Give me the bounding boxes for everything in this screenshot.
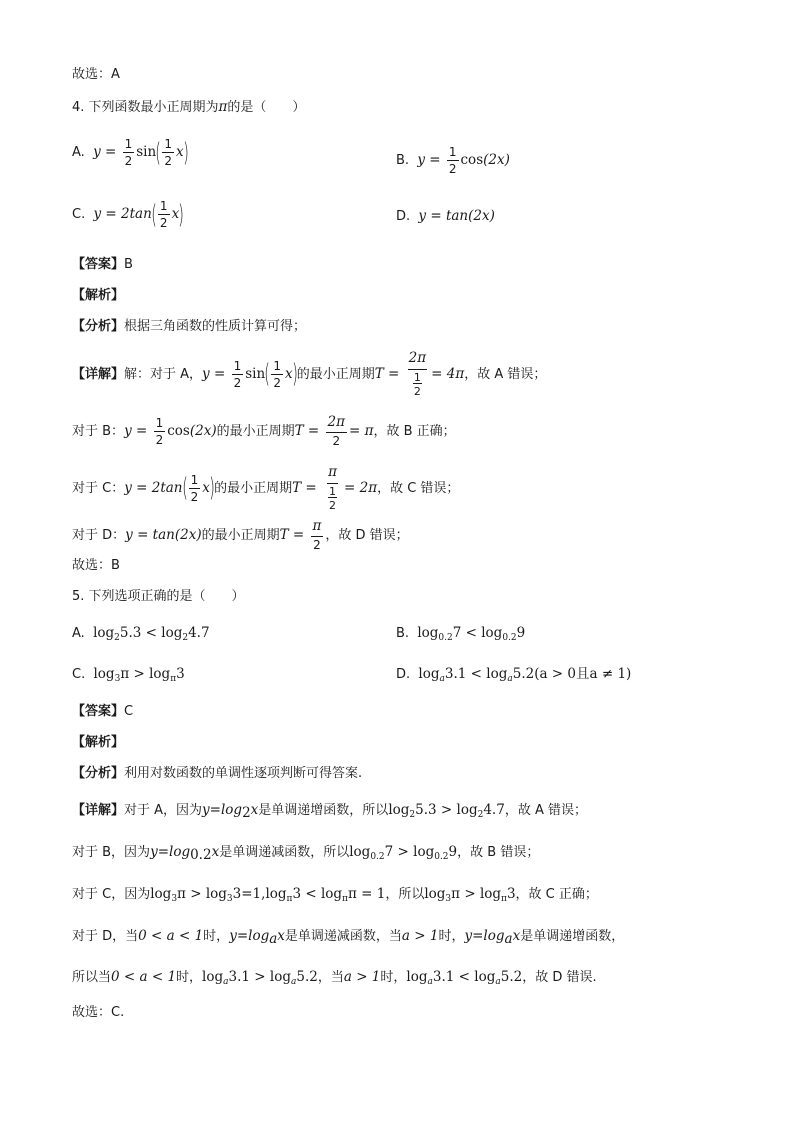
q5-analysis-heading: 【解析】 (72, 735, 125, 750)
fraction: $\frac{2\pi}{\frac{1}{2}}$ (408, 350, 427, 398)
q5-detail-b: 对于 B，因为$y=\log_{0.2}x$是单调递减函数，所以$\log_{0.2}7 > \log_{0.2}9$，故 B 错误； (72, 844, 540, 863)
q4-answer: 【答案】B (72, 257, 133, 272)
q5-fenxi: 【分析】利用对数函数的单调性逐项判断可得答案. (72, 766, 363, 781)
q4-option-c: C. y = 2tan( $\frac{1}{2}$ x) (72, 199, 185, 230)
q5-option-d: D. $\log_a3.1 < \log_a5.2(a > 0$且a ≠ 1) (396, 666, 632, 684)
q4-detail-d: 对于 D：y = tan(2x)的最小正周期T = $\frac{\pi}{2}$ ，故 D 错误； (72, 518, 409, 552)
fraction: $\frac{1}{2}$ (413, 370, 421, 398)
q4-detail-c: 对于 C：y = 2tan( $\frac{1}{2}$ x)的最小正周期T = $\frac{\pi}{\frac{1}{2}}$ = 2π，故 C 错误； (72, 464, 460, 512)
q4-final: 故选：B (72, 558, 120, 573)
fraction: $\frac{1}{2}$ (448, 145, 457, 176)
q5-option-b: B. $\log_{0.2}7 < \log_{0.2}9$ (396, 625, 526, 643)
fraction: $\frac{\pi}{2}$ (312, 518, 322, 552)
q4-analysis-heading: 【解析】 (72, 288, 125, 303)
q5-option-c: C. $\log_3\pi > \log_\pi 3$ (72, 666, 185, 684)
q4-detail-b: 对于 B：y = $\frac{1}{2}$ cos(2x)的最小正周期T = $\frac{2\pi}{2}$ = π，故 B 正确； (72, 414, 456, 448)
fraction: $\frac{1}{2}$ (155, 415, 164, 447)
q4-option-b: B. y = $\frac{1}{2}$ cos(2x) (396, 145, 510, 176)
previous-answer: 故选：A (72, 67, 120, 82)
fraction: $\frac{1}{2}$ (190, 472, 199, 504)
q5-option-a: A. $\log_25.3 < \log_24.7$ (72, 625, 210, 643)
fraction: $\frac{2\pi}{2}$ (327, 414, 345, 448)
q5-final: 故选：C. (72, 1005, 125, 1020)
q5-detail-d-cont: 所以当0 < a < 1时，$\log_a3.1 > \log_a5.2$，当a > 1时，$\log_a3.1 < \log_a5.2$，故 D 错误. (72, 969, 597, 987)
q5-answer: 【答案】C (72, 704, 134, 719)
fraction: $\frac{1}{2}$ (233, 358, 242, 390)
q5-detail-c: 对于 C，因为$\log_3\pi > \log_33=1,\log_\pi 3 < \log_\pi\pi = 1$，所以$\log_3\pi > \log_\pi 3$，故 C 正确； (72, 886, 598, 904)
q5-stem: 5. 下列选项正确的是（ ） (72, 589, 245, 604)
fraction: $\frac{1}{2}$ (159, 199, 168, 230)
fraction: $\frac{1}{2}$ (164, 137, 172, 168)
fraction: $\frac{1}{2}$ (124, 137, 133, 168)
q4-stem: 4. 下列函数最小正周期为π的是（ ） (72, 99, 306, 115)
q5-detail-d: 对于 D，当0 < a < 1时，$y=\log_ax$是单调递减函数，当a > 1时，$y=\log_ax$是单调递增函数， (72, 928, 625, 947)
q4-option-a: A. y = $\frac{1}{2}$ sin( $\frac{1}{2}$ x) (72, 137, 189, 168)
fraction: $\frac{\pi}{\frac{1}{2}}$ (328, 464, 337, 512)
q4-option-d: D. y = tan(2x) (396, 208, 495, 224)
q4-fenxi: 【分析】根据三角函数的性质计算可得； (72, 319, 307, 334)
fraction: $\frac{1}{2}$ (329, 484, 336, 512)
fraction: $\frac{1}{2}$ (273, 358, 281, 390)
q4-detail-a: 【详解】解：对于 A，y = $\frac{1}{2}$ sin( $\frac{1}{2}$ x)的最小正周期T = $\frac{2\pi}{\frac{1}{2}}$ = 4π，故 A 错误； (72, 350, 547, 398)
q5-detail-a: 【详解】对于 A，因为$y=\log_2x$是单调递增函数，所以$\log_25.3 > \log_24.7$，故 A 错误； (72, 802, 587, 821)
